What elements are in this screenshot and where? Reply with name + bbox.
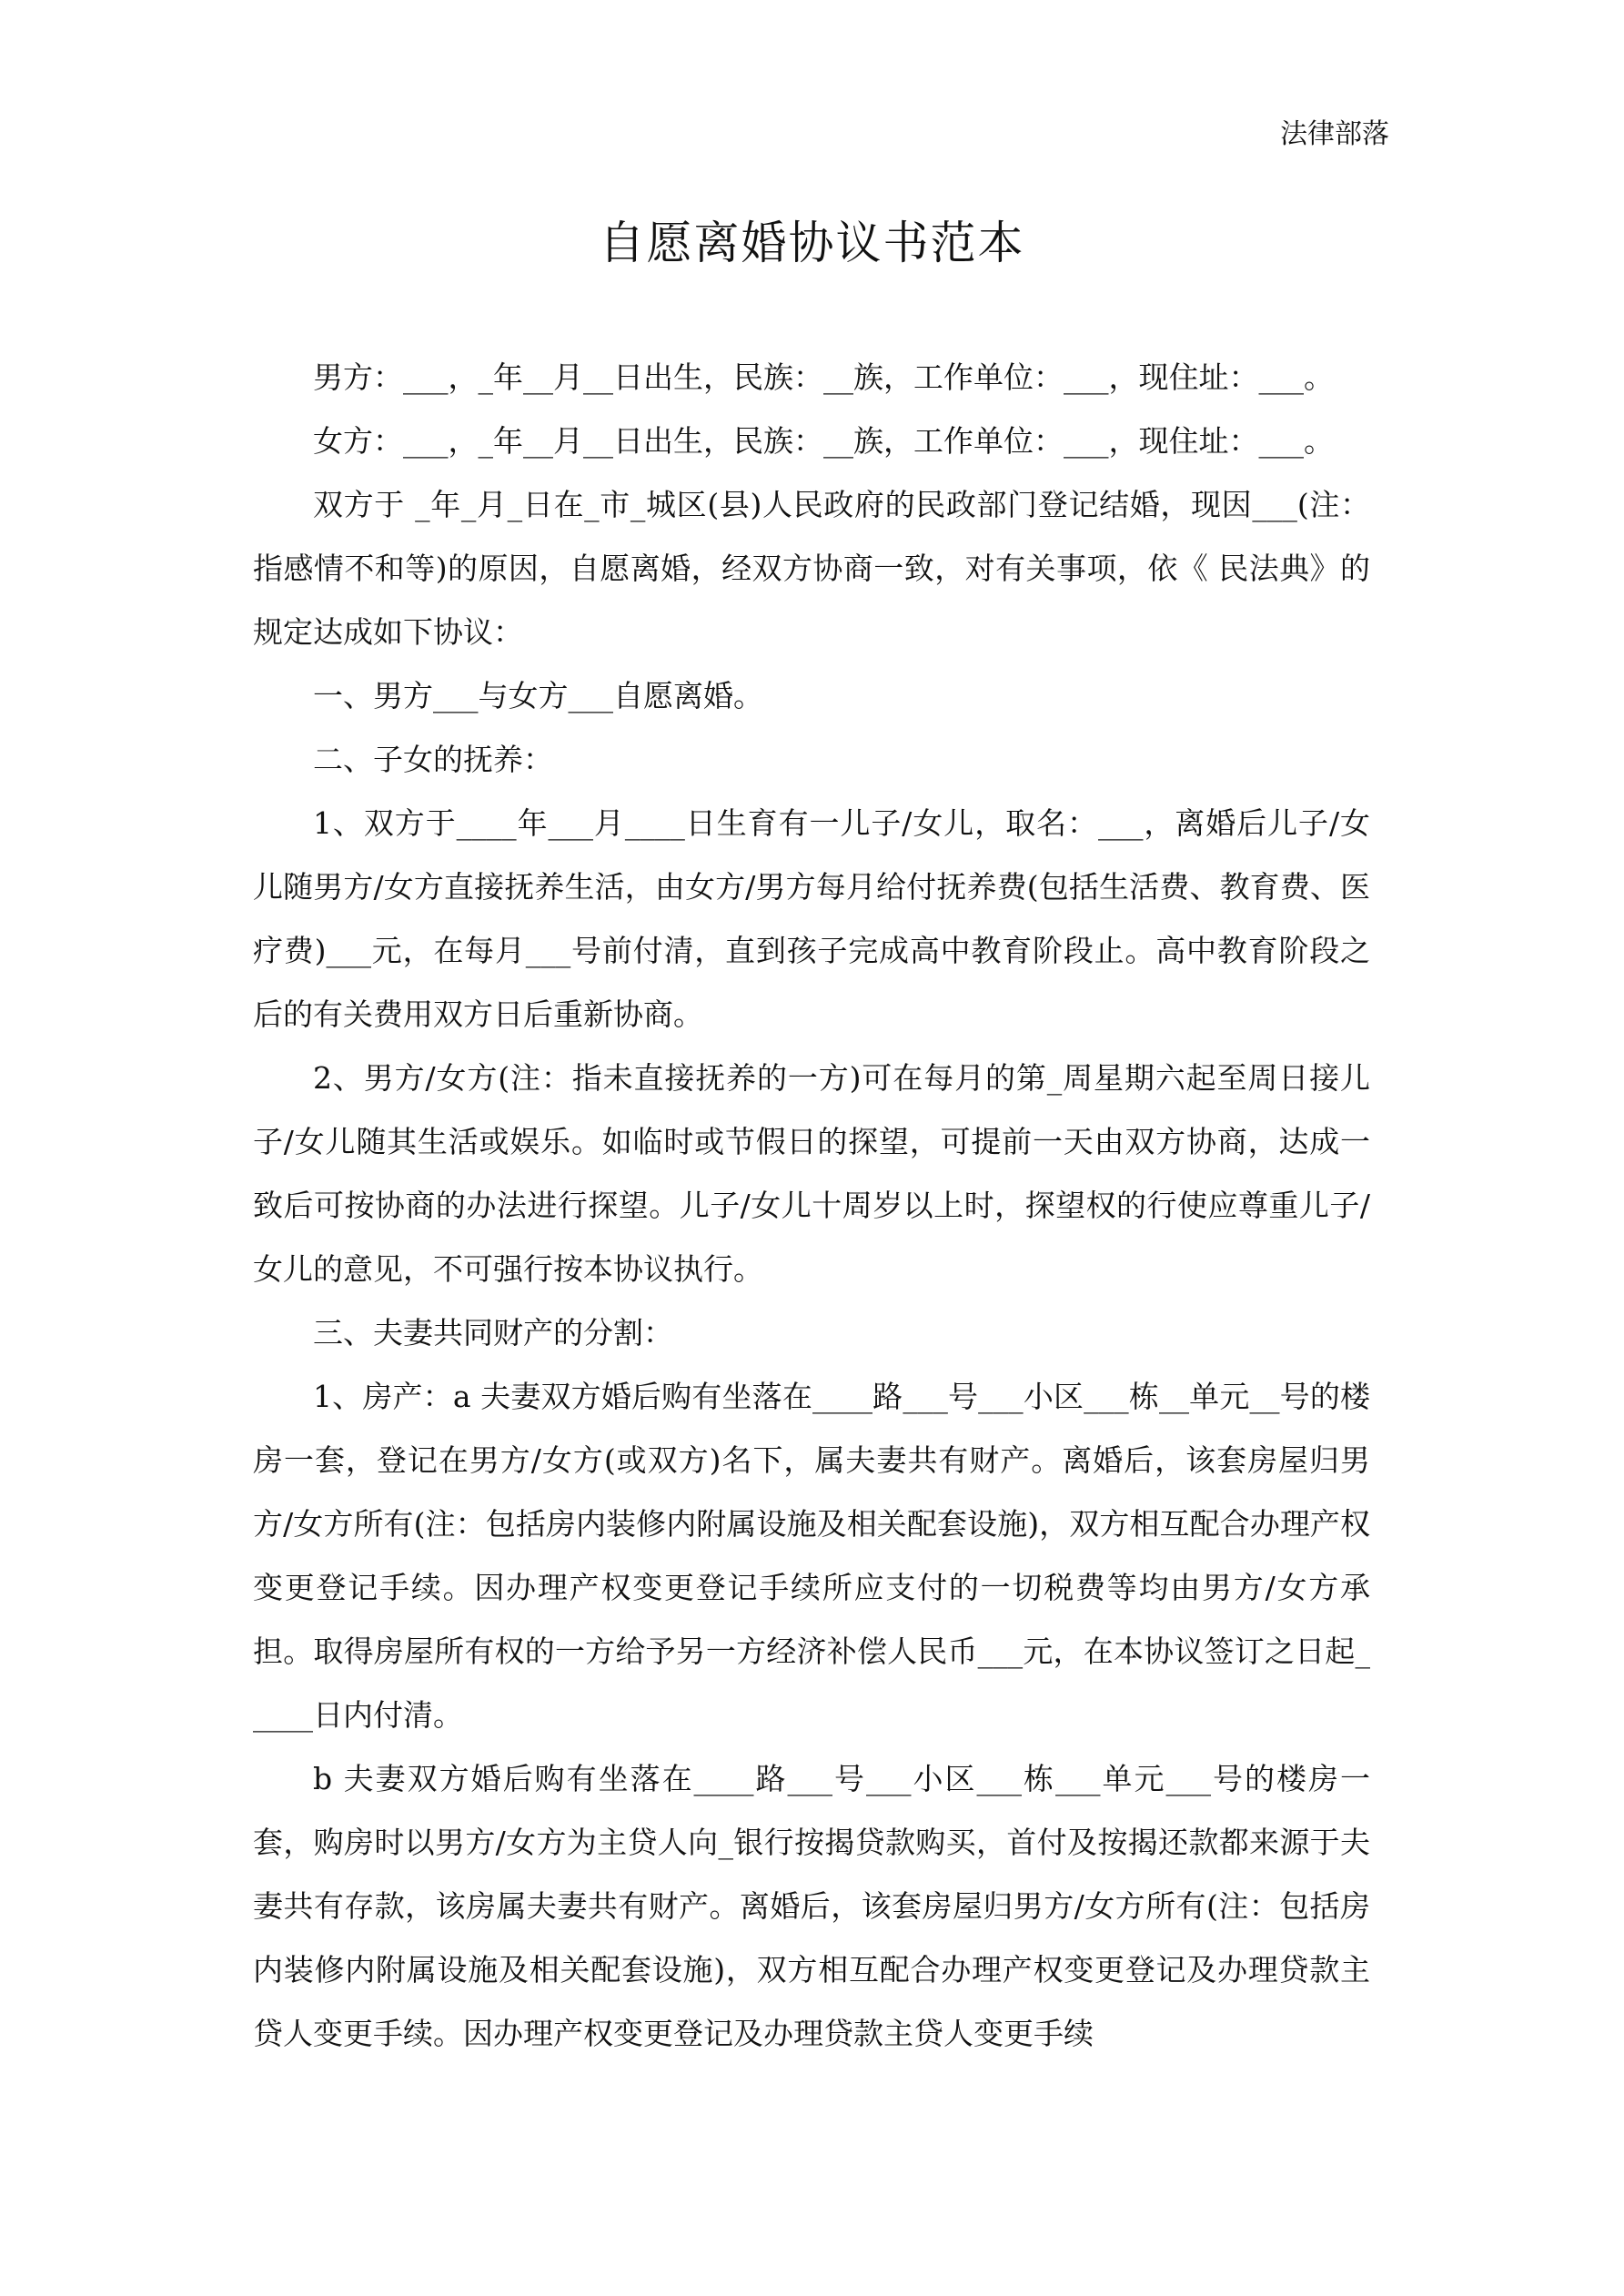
paragraph-marriage-reason: 双方于 _年_月_日在_市_城区(县)人民政府的民政部门登记结婚，现因___(注：指感情不和等)的原因，自愿离婚，经双方协商一致，对有关事项，依《 民法典》的规定达成如下协议：	[253, 487, 1370, 650]
paragraph-clause-2-heading: 二、子女的抚养：	[313, 742, 553, 777]
paragraph-property-b: b 夫妻双方婚后购有坐落在____路___号___小区___栋___单元___号的楼房一套，购房时以男方/女方为主贷人向_银行按揭贷款购买，首付及按揭还款都来源于夫妻共有存款，该房属夫妻共有财产。离婚后，该套房屋归男方/女方所有(注：包括房内装修内附属设施及相关配套设施)，双方相互配合办理产权变更登记及办理贷款主贷人变更手续。因办理产权变更登记及办理贷款主贷人变更手续	[253, 1761, 1370, 2051]
paragraph-child-custody: 1、双方于____年___月____日生育有一儿子/女儿，取名：___，离婚后儿子/女儿随男方/女方直接抚养生活，由女方/男方每月给付抚养费(包括生活费、教育费、医疗费)___元，在每月___号前付清，直到孩子完成高中教育阶段止。高中教育阶段之后的有关费用双方日后重新协商。	[253, 805, 1370, 1032]
paragraph-wife-info: 女方：___，_年__月__日出生，民族：__族，工作单位：___，现住址：___。	[313, 423, 1334, 459]
document-source-label: 法律部落	[1280, 118, 1389, 150]
paragraph-clause-1: 一、男方___与女方___自愿离婚。	[313, 678, 763, 713]
paragraph-husband-info: 男方：___，_年__月__日出生，民族：__族，工作单位：___，现住址：___。	[313, 359, 1334, 395]
document-title: 自愿离婚协议书范本	[599, 217, 1025, 269]
paragraph-clause-3-heading: 三、夫妻共同财产的分割：	[313, 1315, 673, 1350]
paragraph-property-a: 1、房产：a 夫妻双方婚后购有坐落在____路___号___小区___栋__单元__号的楼房一套，登记在男方/女方(或双方)名下，属夫妻共有财产。离婚后，该套房屋归男方/女方所有(注：包括房内装修内附属设施及相关配套设施)，双方相互配合办理产权变更登记手续。因办理产权变更登记手续所应支付的一切税费等均由男方/女方承担。取得房屋所有权的一方给予另一方经济补偿人民币___元，在本协议签订之日起_____日内付清。	[253, 1379, 1370, 1733]
paragraph-visitation: 2、男方/女方(注：指未直接抚养的一方)可在每月的第_周星期六起至周日接儿子/女儿随其生活或娱乐。如临时或节假日的探望，可提前一天由双方协商，达成一致后可按协商的办法进行探望。儿子/女儿十周岁以上时，探望权的行使应尊重儿子/女儿的意见，不可强行按本协议执行。	[253, 1060, 1370, 1287]
document-body	[253, 346, 1370, 2066]
